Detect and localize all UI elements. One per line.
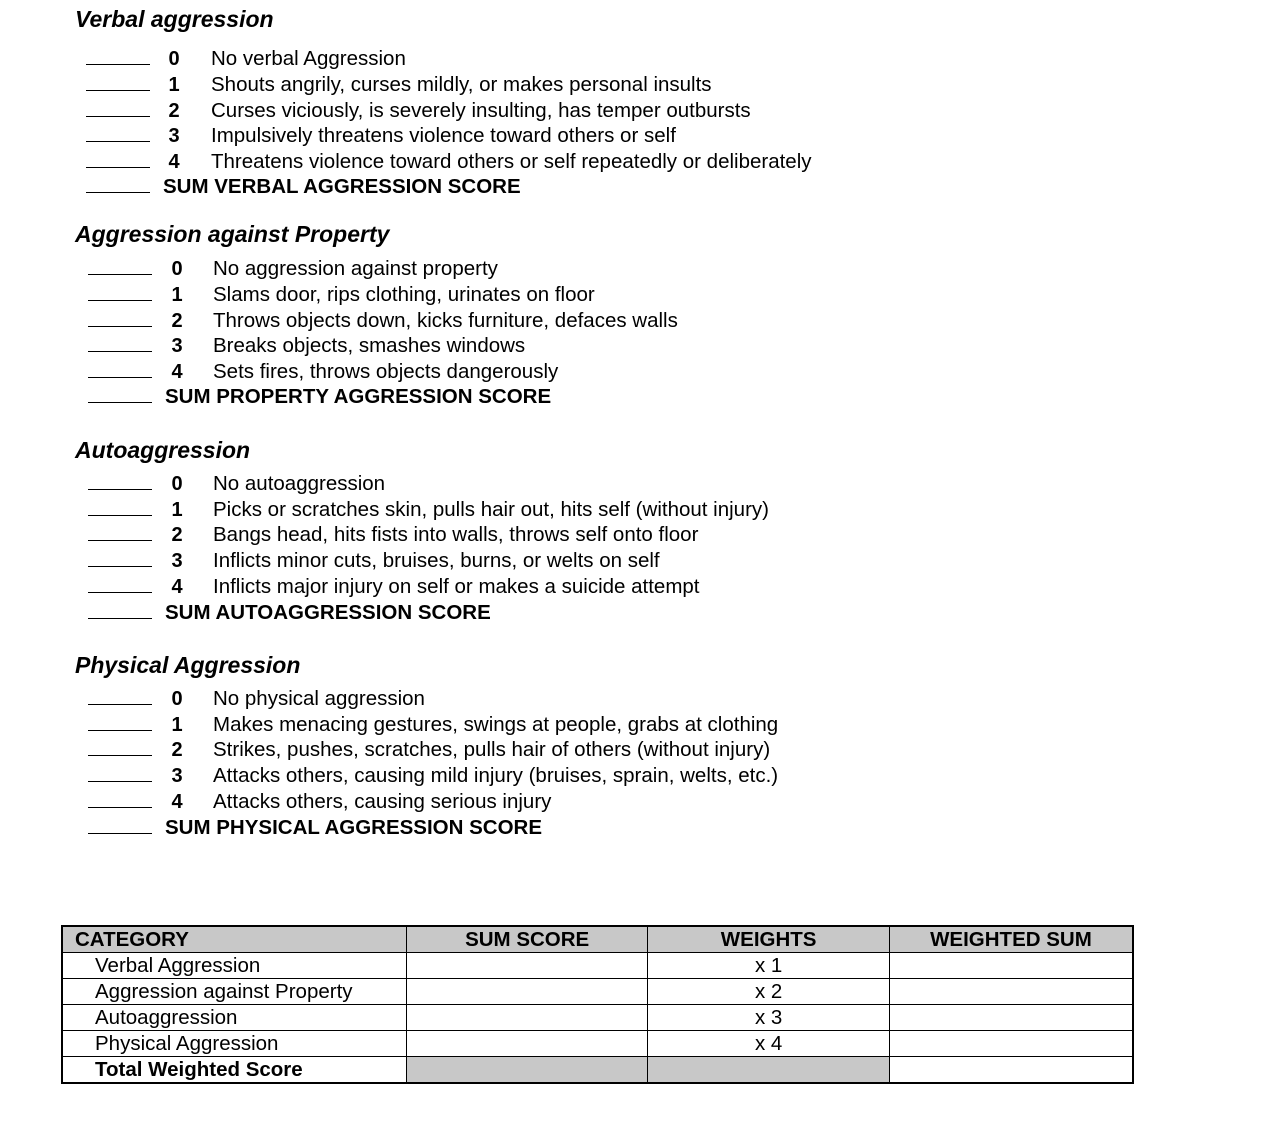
- score-value: 1: [168, 74, 180, 96]
- list-item: [0, 522, 1262, 548]
- score-summary-table: [61, 925, 1134, 1084]
- item-description: Strikes, pushes, scratches, pulls hair of others (without injury): [213, 738, 771, 761]
- score-value: 1: [171, 284, 183, 306]
- item-description: No verbal Aggression: [211, 47, 406, 70]
- score-value: 4: [171, 791, 183, 813]
- score-value: 3: [171, 550, 183, 572]
- header-weights: WEIGHTS: [648, 926, 890, 953]
- item-description: Attacks others, causing mild injury (bruises, sprain, welts, etc.): [213, 764, 779, 787]
- header-category: CATEGORY: [62, 926, 406, 953]
- score-value: 4: [171, 361, 183, 383]
- weighted-sum-cell[interactable]: [889, 953, 1133, 979]
- score-value: 0: [171, 473, 183, 495]
- list-item: [0, 149, 1262, 175]
- score-value: 0: [171, 258, 183, 280]
- score-blank[interactable]: [86, 167, 150, 168]
- item-description: Threatens violence toward others or self repeatedly or deliberately: [211, 150, 812, 173]
- list-item: [0, 763, 1262, 789]
- score-blank[interactable]: [88, 755, 152, 756]
- section-title: Autoaggression: [75, 437, 251, 463]
- list-item: [0, 737, 1262, 763]
- score-blank[interactable]: [88, 515, 152, 516]
- item-description: Slams door, rips clothing, urinates on floor: [213, 283, 595, 306]
- category-cell: Verbal Aggression: [62, 953, 406, 979]
- sum-label: SUM VERBAL AGGRESSION SCORE: [163, 175, 521, 198]
- list-item: [0, 712, 1262, 738]
- score-value: 0: [168, 48, 180, 70]
- score-value: 4: [168, 151, 180, 173]
- list-item: [0, 359, 1262, 385]
- list-item: [0, 574, 1262, 600]
- sum-row: [0, 815, 1262, 841]
- list-item: [0, 471, 1262, 497]
- score-value: 2: [168, 100, 180, 122]
- item-description: Shouts angrily, curses mildly, or makes personal insults: [211, 73, 712, 96]
- list-item: [0, 256, 1262, 282]
- score-blank[interactable]: [88, 730, 152, 731]
- list-item: [0, 282, 1262, 308]
- weight-cell: x 3: [648, 1005, 890, 1031]
- weighted-sum-cell[interactable]: [889, 979, 1133, 1005]
- sum-row: [0, 174, 1262, 200]
- category-cell: Autoaggression: [62, 1005, 406, 1031]
- item-description: Breaks objects, smashes windows: [213, 334, 526, 357]
- score-value: 2: [171, 310, 183, 332]
- sum-score-cell[interactable]: [406, 979, 647, 1005]
- list-item: [0, 497, 1262, 523]
- score-value: 4: [171, 576, 183, 598]
- item-description: Curses viciously, is severely insulting, has temper outbursts: [211, 99, 751, 122]
- sum-row: [0, 600, 1262, 626]
- sum-blank[interactable]: [88, 618, 152, 619]
- shaded-cell: [406, 1057, 647, 1084]
- section-title: Aggression against Property: [75, 221, 390, 247]
- list-item: [0, 46, 1262, 72]
- score-value: 2: [171, 524, 183, 546]
- list-item: [0, 123, 1262, 149]
- table-header-row: [62, 926, 1133, 953]
- category-cell: Aggression against Property: [62, 979, 406, 1005]
- list-item: [0, 308, 1262, 334]
- sum-blank[interactable]: [86, 192, 150, 193]
- item-description: No autoaggression: [213, 472, 386, 495]
- item-description: Attacks others, causing serious injury: [213, 790, 552, 813]
- list-item: [0, 72, 1262, 98]
- shaded-cell: [648, 1057, 890, 1084]
- score-blank[interactable]: [88, 704, 152, 705]
- list-item: [0, 548, 1262, 574]
- list-item: [0, 686, 1262, 712]
- list-item: [0, 789, 1262, 815]
- sum-label: SUM PHYSICAL AGGRESSION SCORE: [165, 816, 543, 839]
- score-value: 1: [171, 499, 183, 521]
- header-sum-score: SUM SCORE: [406, 926, 647, 953]
- score-blank[interactable]: [88, 489, 152, 490]
- score-value: 2: [171, 739, 183, 761]
- score-value: 3: [171, 335, 183, 357]
- item-description: Inflicts minor cuts, bruises, burns, or welts on self: [213, 549, 660, 572]
- score-blank[interactable]: [86, 90, 150, 91]
- weight-cell: x 2: [648, 979, 890, 1005]
- item-description: Impulsively threatens violence toward others or self: [211, 124, 676, 147]
- score-value: 3: [171, 765, 183, 787]
- weight-cell: x 4: [648, 1031, 890, 1057]
- item-description: No aggression against property: [213, 257, 498, 280]
- section-title: Physical Aggression: [75, 652, 301, 678]
- weight-cell: x 1: [648, 953, 890, 979]
- category-cell: Physical Aggression: [62, 1031, 406, 1057]
- item-description: Makes menacing gestures, swings at people, grabs at clothing: [213, 713, 779, 736]
- item-description: Inflicts major injury on self or makes a suicide attempt: [213, 575, 700, 598]
- item-description: Picks or scratches skin, pulls hair out, hits self (without injury): [213, 498, 769, 521]
- score-value: 0: [171, 688, 183, 710]
- item-description: No physical aggression: [213, 687, 425, 710]
- score-blank[interactable]: [88, 274, 152, 275]
- score-blank[interactable]: [88, 377, 152, 378]
- section-title: Verbal aggression: [75, 6, 274, 32]
- score-blank[interactable]: [88, 326, 152, 327]
- weighted-sum-cell[interactable]: [889, 1031, 1133, 1057]
- header-weighted-sum: WEIGHTED SUM: [889, 926, 1133, 953]
- sum-score-cell[interactable]: [406, 1005, 647, 1031]
- item-description: Sets fires, throws objects dangerously: [213, 360, 559, 383]
- sum-score-cell[interactable]: [406, 1031, 647, 1057]
- score-blank[interactable]: [88, 592, 152, 593]
- score-blank[interactable]: [88, 781, 152, 782]
- sum-blank[interactable]: [88, 833, 152, 834]
- total-weighted-sum-cell[interactable]: [889, 1057, 1133, 1084]
- score-blank[interactable]: [88, 300, 152, 301]
- score-value: 3: [168, 125, 180, 147]
- score-blank[interactable]: [86, 116, 150, 117]
- score-blank[interactable]: [88, 351, 152, 352]
- sum-blank[interactable]: [88, 402, 152, 403]
- item-description: Throws objects down, kicks furniture, defaces walls: [213, 309, 678, 332]
- total-row: [62, 1057, 1133, 1084]
- table-row: [62, 953, 1133, 979]
- table-row: [62, 1031, 1133, 1057]
- item-description: Bangs head, hits fists into walls, throws self onto floor: [213, 523, 699, 546]
- table-row: [62, 979, 1133, 1005]
- list-item: [0, 333, 1262, 359]
- weighted-sum-cell[interactable]: [889, 1005, 1133, 1031]
- list-item: [0, 98, 1262, 124]
- score-blank[interactable]: [86, 141, 150, 142]
- score-blank[interactable]: [88, 566, 152, 567]
- sum-label: SUM AUTOAGGRESSION SCORE: [165, 601, 491, 624]
- table-row: [62, 1005, 1133, 1031]
- score-blank[interactable]: [86, 64, 150, 65]
- sum-label: SUM PROPERTY AGGRESSION SCORE: [165, 385, 552, 408]
- sum-row: [0, 384, 1262, 410]
- score-blank[interactable]: [88, 540, 152, 541]
- score-blank[interactable]: [88, 807, 152, 808]
- sum-score-cell[interactable]: [406, 953, 647, 979]
- total-label: Total Weighted Score: [62, 1057, 406, 1084]
- score-value: 1: [171, 714, 183, 736]
